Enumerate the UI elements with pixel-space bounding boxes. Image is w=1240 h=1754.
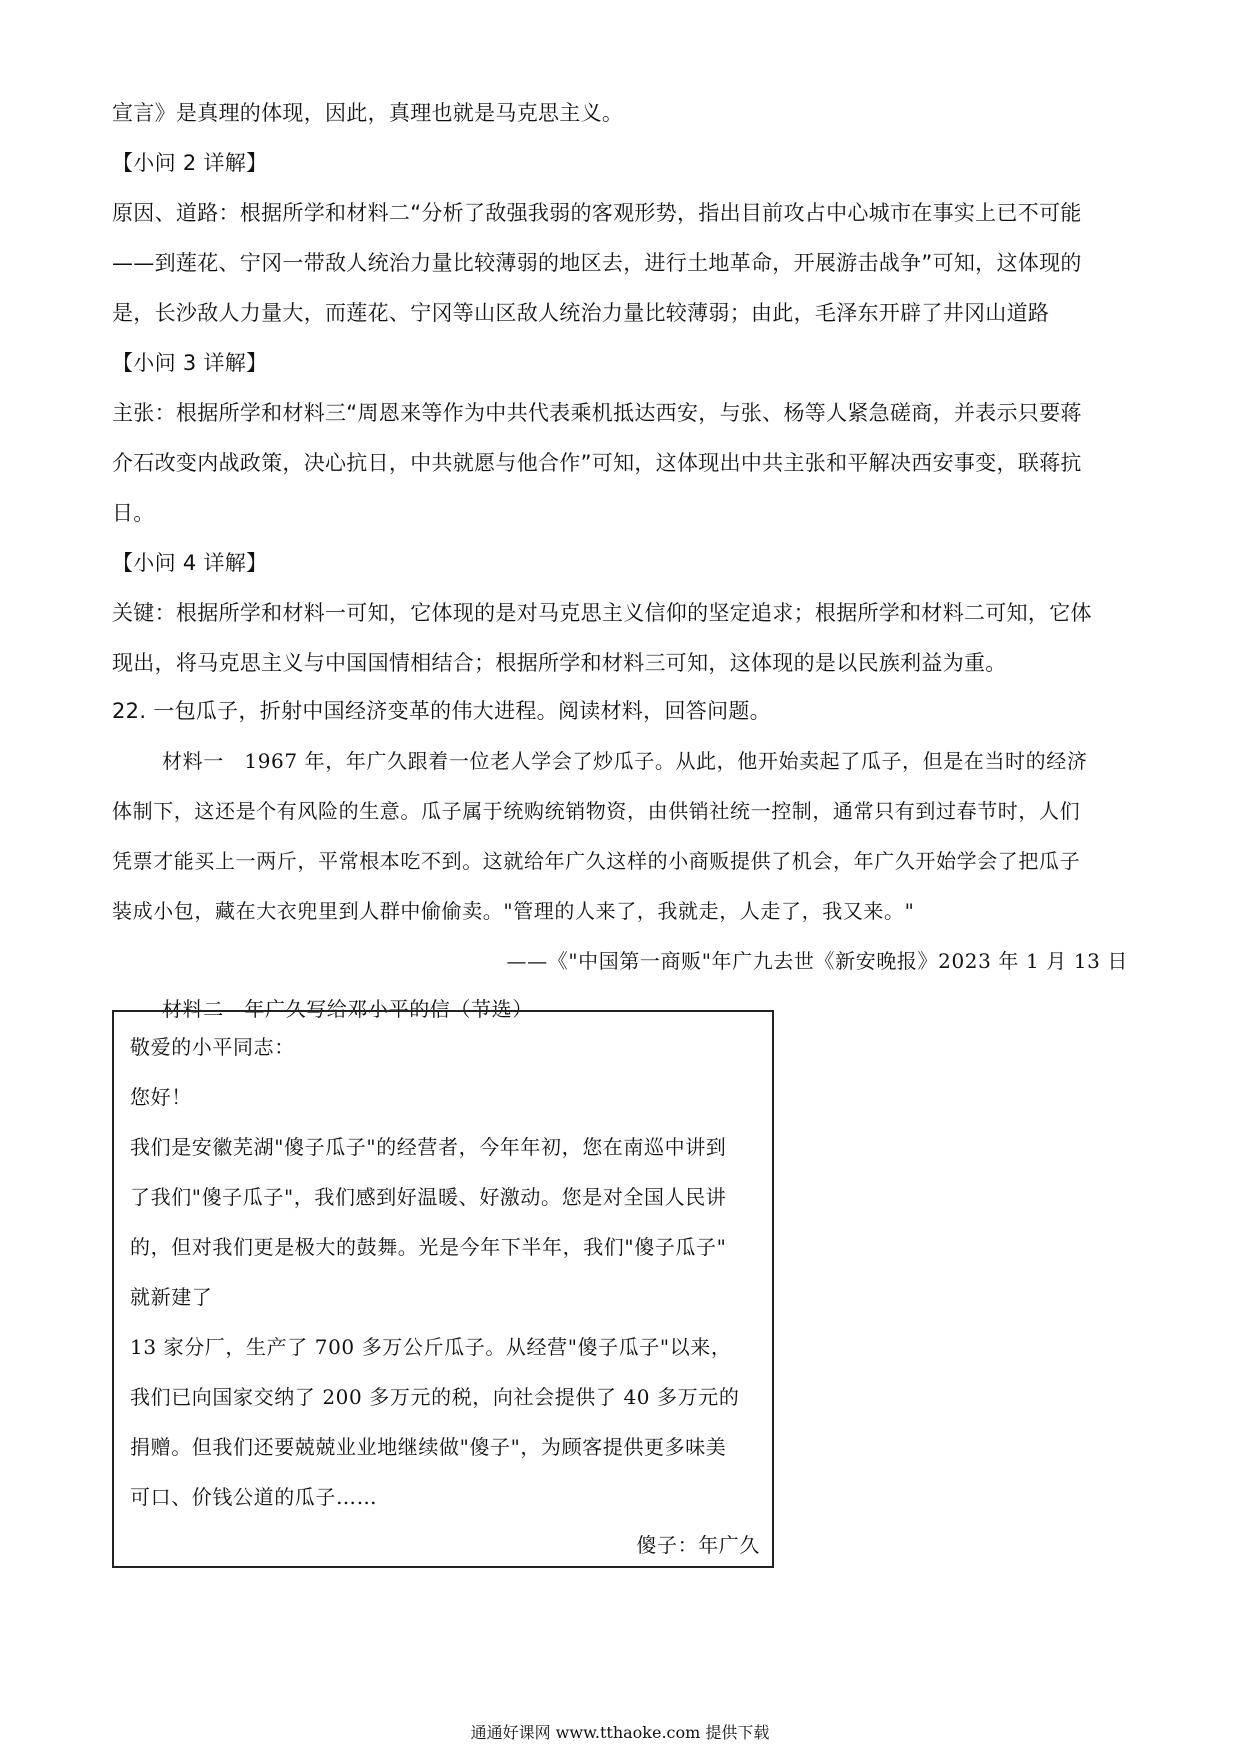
letter-greeting: 您好！ bbox=[130, 1085, 192, 1109]
paragraph-line: 介石改变内战政策，决心抗日，中共就愿与他合作”可知，这体现出中共主张和平解决西安事变，联蒋抗 bbox=[112, 451, 1082, 475]
paragraph-line: 是，长沙敌人力量大，而莲花、宁冈等山区敌人统治力量比较薄弱；由此，毛泽东开辟了井冈山道路 bbox=[112, 301, 1050, 325]
footer-watermark: 通通好课网 www.tthaoke.com 提供下载 bbox=[470, 1723, 770, 1742]
letter-line: 的，但对我们更是极大的鼓舞。光是今年下半年，我们"傻子瓜子" bbox=[130, 1235, 727, 1259]
letter-line: 可口、价钱公道的瓜子…… bbox=[130, 1485, 378, 1509]
material-1-source: ——《"中国第一商贩"年广九去世《新安晚报》2023 年 1 月 13 日 bbox=[506, 949, 1128, 973]
paragraph-line: ——到莲花、宁冈一带敌人统治力量比较薄弱的地区去，进行土地革命，开展游击战争”可知，这体现的 bbox=[112, 251, 1082, 275]
letter-salutation: 敬爱的小平同志： bbox=[130, 1035, 295, 1059]
paragraph-line: 宣言》是真理的体现，因此，真理也就是马克思主义。 bbox=[112, 101, 624, 125]
material-1-line: 材料一 1967 年，年广久跟着一位老人学会了炒瓜子。从此，他开始卖起了瓜子，但是在当时的经济 bbox=[162, 749, 1088, 773]
letter-line: 就新建了 bbox=[130, 1285, 213, 1309]
section-heading-q4: 【小问 4 详解】 bbox=[112, 551, 268, 575]
letter-line: 捐赠。但我们还要兢兢业业地继续做"傻子"，为顾客提供更多味美 bbox=[130, 1435, 727, 1459]
material-1-line: 凭票才能买上一两斤，平常根本吃不到。这就给年广久这样的小商贩提供了机会，年广久开始学会了把瓜子 bbox=[112, 849, 1081, 873]
paragraph-line: 主张：根据所学和材料三“周恩来等作为中共代表乘机抵达西安，与张、杨等人紧急磋商，并表示只要蒋 bbox=[112, 401, 1082, 425]
letter-signature: 傻子：年广久 bbox=[636, 1533, 760, 1557]
paragraph-line: 关键：根据所学和材料一可知，它体现的是对马克思主义信仰的坚定追求；根据所学和材料二可知，它体 bbox=[112, 601, 1092, 625]
letter-line: 我们是安徽芜湖"傻子瓜子"的经营者，今年年初，您在南巡中讲到 bbox=[130, 1135, 727, 1159]
letter-line: 我们已向国家交纳了 200 多万元的税，向社会提供了 40 多万元的 bbox=[130, 1385, 740, 1409]
section-heading-q3: 【小问 3 详解】 bbox=[112, 351, 268, 375]
letter-line: 13 家分厂，生产了 700 多万公斤瓜子。从经营"傻子瓜子"以来， bbox=[130, 1335, 732, 1359]
material-2-title: 材料二 年广久写给邓小平的信（节选） bbox=[162, 997, 533, 1021]
paragraph-line: 日。 bbox=[112, 501, 155, 525]
material-1-line: 体制下，这还是个有风险的生意。瓜子属于统购统销物资，由供销社统一控制，通常只有到过春节时，人们 bbox=[112, 799, 1081, 823]
letter-box bbox=[112, 1010, 774, 1568]
paragraph-line: 现出，将马克思主义与中国国情相结合；根据所学和材料三可知，这体现的是以民族利益为重。 bbox=[112, 651, 1007, 675]
material-1-line: 装成小包，藏在大衣兜里到人群中偷偷卖。"管理的人来了，我就走，人走了，我又来。" bbox=[112, 899, 915, 923]
question-22-title: 22. 一包瓜子，折射中国经济变革的伟大进程。阅读材料，回答问题。 bbox=[112, 699, 771, 723]
letter-line: 了我们"傻子瓜子"，我们感到好温暖、好激动。您是对全国人民讲 bbox=[130, 1185, 727, 1209]
paragraph-line: 原因、道路：根据所学和材料二“分析了敌强我弱的客观形势，指出目前攻占中心城市在事实上已不可能 bbox=[112, 201, 1082, 225]
section-heading-q2: 【小问 2 详解】 bbox=[112, 151, 268, 175]
